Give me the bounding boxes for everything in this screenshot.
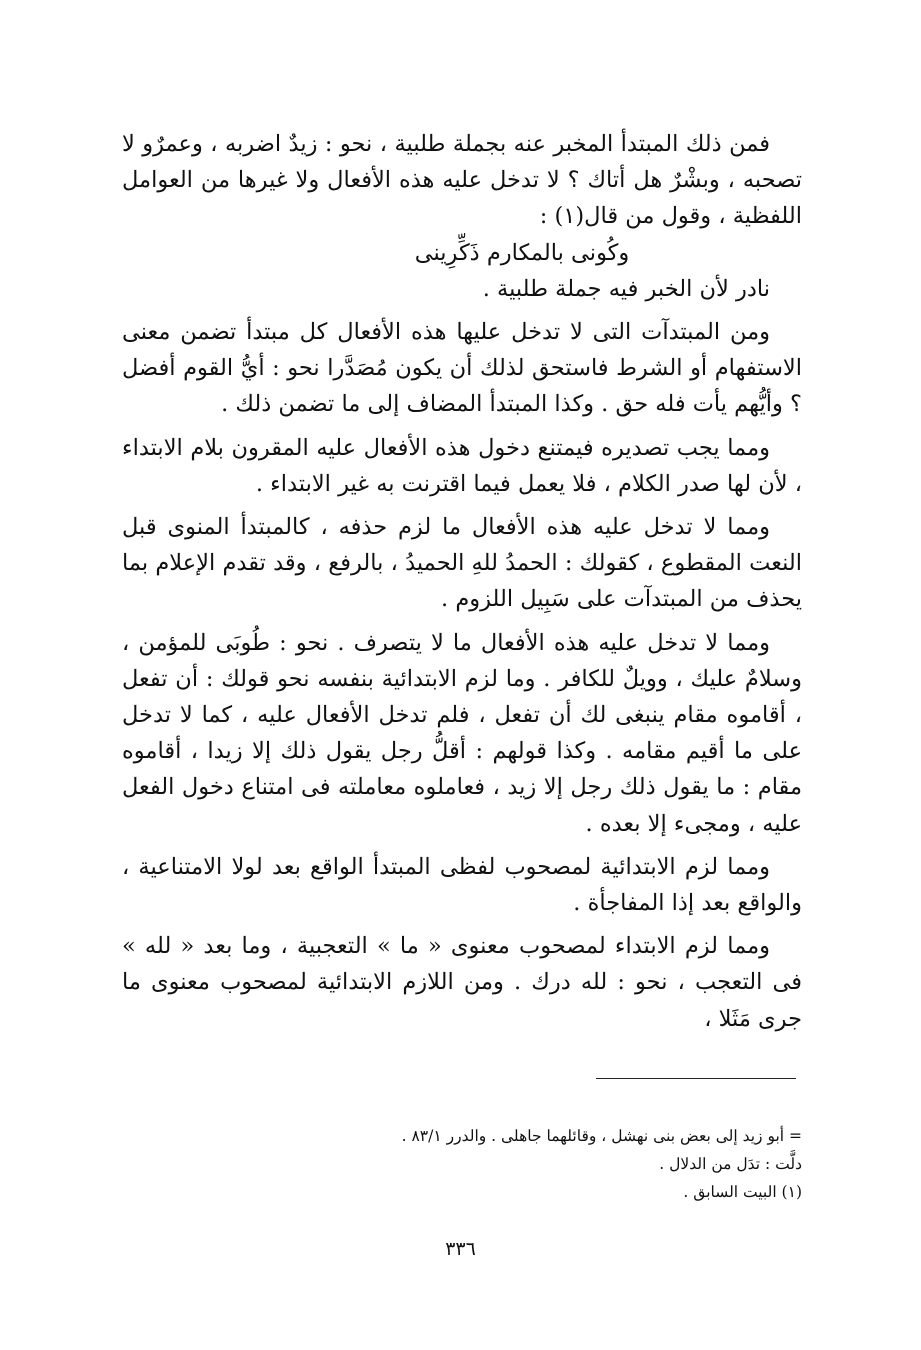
- footnote-separator: [596, 1078, 796, 1079]
- page-number: ٣٣٦: [445, 1238, 476, 1260]
- footnote-gloss: دلَّت : تدَل من الدلال .: [659, 1155, 802, 1173]
- paragraph-3: ومن المبتدآت التى لا تدخل عليها هذه الأفعال كل مبتدأ تضمن معنى الاستفهام أو الشرط فاستحق لذلك أن يكون مُصَدَّرا نحو : أيُّ القوم أفضل ؟ وأيُّهم يأت فله حق . وكذا المبتدأ المضاف إلى ما تضمن ذلك .: [122, 319, 802, 418]
- footnote-1: (١) البيت السابق .: [683, 1183, 802, 1201]
- main-text: [122, 126, 802, 1037]
- paragraph-6: ومما لا تدخل عليه هذه الأفعال ما لا يتصرف . نحو : طُوبَى للمؤمن ، وسلامٌ عليك ، وويلٌ للكافر . وما لزم الابتدائية بنفسه نحو قولك : أن تفعل ، أقاموه مقام ينبغى لك أن تفعل ، فلم تدخل الأفعال عليه ، كما لا تدخل على ما أقيم مقامه . وكذا قولهم : أقلُّ رجل يقول ذلك إلا زيدا ، أقاموه مقام : ما يقول ذلك رجل إلا زيد ، فعاملوه معاملته فى امتناع دخول الفعل عليه ، ومجىء إلا بعده .: [122, 629, 802, 837]
- poetry-verse: وكُونى بالمكارم ذَكِّرِينى: [414, 239, 630, 266]
- paragraph-2: نادر لأن الخبر فيه جملة طلبية .: [482, 275, 770, 302]
- paragraph-8: ومما لزم الابتداء لمصحوب معنوى « ما » التعجبية ، وما بعد « لله » فى التعجب ، نحو : لله درك . ومن اللازم الابتدائية لمصحوب معنوى ما جرى مَثَلا ،: [122, 933, 802, 1032]
- paragraph-7: ومما لزم الابتدائية لمصحوب لفظى المبتدأ الواقع بعد لولا الامتناعية ، والواقع بعد إذا المفاجأة .: [122, 853, 802, 917]
- paragraph-5: ومما لا تدخل عليه هذه الأفعال ما لزم حذفه ، كالمبتدأ المنوى قبل النعت المقطوع ، كقولك : الحمدُ للهِ الحميدُ ، بالرفع ، وقد تقدم الإعلام بما يحذف من المبتدآت على سَبِيل اللزوم .: [122, 514, 802, 613]
- paragraph-1: فمن ذلك المبتدأ المخبر عنه بجملة طلبية ، نحو : زيدٌ اضربه ، وعمرٌو لا تصحبه ، وبشْرٌ هل أتاك ؟ لا تدخل عليه هذه الأفعال ولا غيرها من العوامل اللفظية ، وقول من قال(١) :: [122, 131, 802, 230]
- footnotes: [300, 1122, 802, 1206]
- paragraph-4: ومما يجب تصديره فيمتنع دخول هذه الأفعال عليه المقرون بلام الابتداء ، لأن لها صدر الكلام ، فلا يعمل فيما اقترنت به غير الابتداء .: [122, 434, 802, 497]
- footnote-continuation: = أبو زيد إلى بعض بنى نهشل ، وقائلهما جاهلى . والدرر ٨٣/١ .: [401, 1127, 802, 1145]
